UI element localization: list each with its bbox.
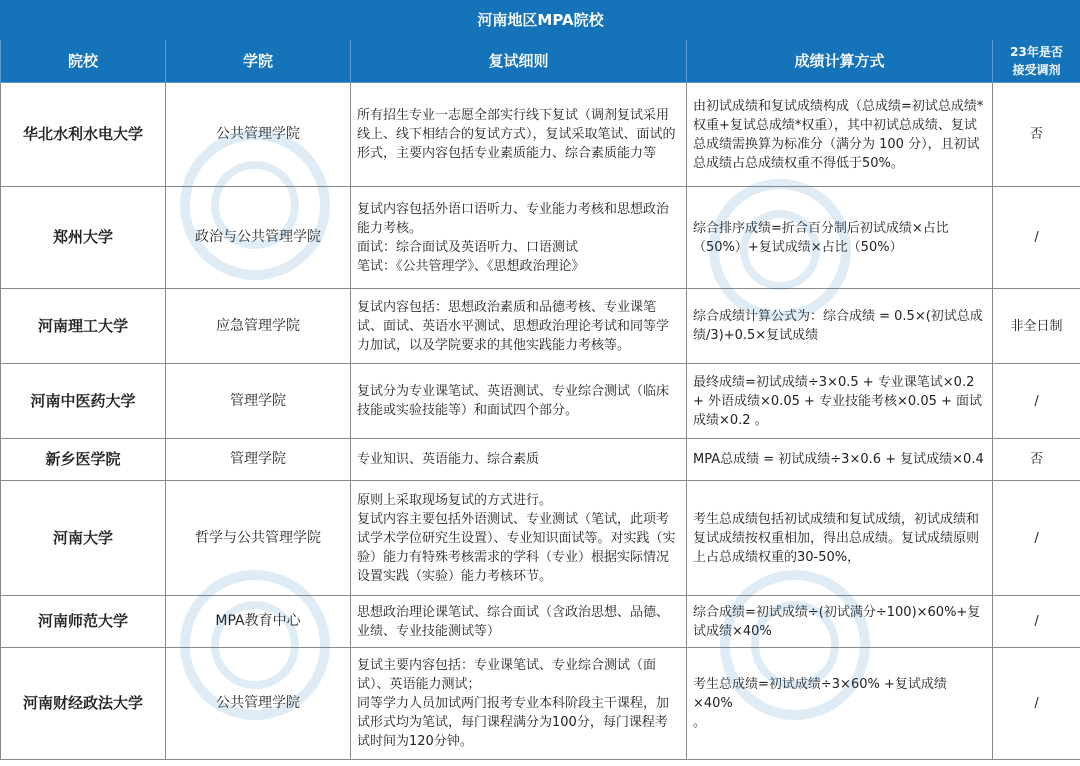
school-cell: 河南财经政法大学: [1, 648, 166, 760]
table-row: [1, 289, 1080, 364]
header-school: 院校: [1, 40, 166, 83]
detail-cell: 复试内容包括：思想政治素质和品德考核、专业课笔试、面试、英语水平测试、思想政治理论考试和同等学力加试，以及学院要求的其他实践能力考核等。: [351, 289, 687, 364]
detail-cell: 复试分为专业课笔试、英语测试、专业综合测试（临床技能或实验技能等）和面试四个部分。: [351, 364, 687, 439]
title-row: [1, 1, 1080, 40]
adjust-cell: /: [993, 596, 1080, 648]
adjust-cell: /: [993, 364, 1080, 439]
table-row: [1, 187, 1080, 289]
calc-cell: 最终成绩=初试成绩÷3×0.5 + 专业课笔试×0.2 + 外语成绩×0.05 + 专业技能考核×0.05 + 面试成绩×0.2 。: [687, 364, 993, 439]
college-cell: 公共管理学院: [166, 83, 351, 187]
table-row: [1, 83, 1080, 187]
calc-cell: 综合成绩计算公式为：综合成绩 = 0.5×(初试总成绩/3)+0.5×复试成绩: [687, 289, 993, 364]
school-cell: 华北水利水电大学: [1, 83, 166, 187]
school-cell: 河南理工大学: [1, 289, 166, 364]
table-row: [1, 439, 1080, 481]
college-cell: 哲学与公共管理学院: [166, 481, 351, 596]
detail-cell: 所有招生专业一志愿全部实行线下复试（调剂复试采用线上、线下相结合的复试方式），复试采取笔试、面试的形式，主要内容包括专业素质能力、综合素质能力等: [351, 83, 687, 187]
table-row: [1, 648, 1080, 760]
adjust-cell: /: [993, 648, 1080, 760]
college-cell: 公共管理学院: [166, 648, 351, 760]
header-adjust-line2: 接受调剂: [1012, 63, 1061, 77]
adjust-cell: 否: [993, 439, 1080, 481]
detail-cell: 复试主要内容包括：专业课笔试、专业综合测试（面试）、英语能力测试； 同等学力人员加试两门报考专业本科阶段主干课程，加试形式均为笔试，每门课程满分为100分，每门课程考试时间为120分钟。: [351, 648, 687, 760]
school-cell: 河南师范大学: [1, 596, 166, 648]
school-cell: 河南大学: [1, 481, 166, 596]
calc-cell: 由初试成绩和复试成绩构成（总成绩=初试总成绩*权重+复试总成绩*权重），其中初试总成绩、复试总成绩需换算为标准分（满分为 100 分），且初试总成绩占总成绩权重不得低于50%。: [687, 83, 993, 187]
table-row: [1, 481, 1080, 596]
header-adjust-line1: 23年是否: [1010, 45, 1063, 59]
header-row: [1, 40, 1080, 83]
calc-cell: 考生总成绩=初试成绩÷3×60% +复试成绩×40% 。: [687, 648, 993, 760]
calc-cell: MPA总成绩 = 初试成绩÷3×0.6 + 复试成绩×0.4: [687, 439, 993, 481]
school-cell: 河南中医药大学: [1, 364, 166, 439]
calc-cell: 综合排序成绩=折合百分制后初试成绩×占比（50%）+复试成绩×占比（50%）: [687, 187, 993, 289]
header-adjust: [993, 40, 1080, 83]
detail-cell: 复试内容包括外语口语听力、专业能力考核和思想政治能力考核。 面试：综合面试及英语听力、口语测试 笔试：《公共管理学》、《思想政治理论》: [351, 187, 687, 289]
college-cell: 应急管理学院: [166, 289, 351, 364]
header-calc: 成绩计算方式: [687, 40, 993, 83]
header-college: 学院: [166, 40, 351, 83]
adjust-cell: /: [993, 481, 1080, 596]
table-title: 河南地区MPA院校: [1, 1, 1080, 40]
college-cell: MPA教育中心: [166, 596, 351, 648]
adjust-cell: /: [993, 187, 1080, 289]
college-cell: 政治与公共管理学院: [166, 187, 351, 289]
college-cell: 管理学院: [166, 439, 351, 481]
calc-cell: 综合成绩=初试成绩÷(初试满分÷100)×60%+复试成绩×40%: [687, 596, 993, 648]
college-cell: 管理学院: [166, 364, 351, 439]
calc-cell: 考生总成绩包括初试成绩和复试成绩，初试成绩和复试成绩按权重相加，得出总成绩。复试成绩原则上占总成绩权重的30-50%，: [687, 481, 993, 596]
school-cell: 郑州大学: [1, 187, 166, 289]
table-row: [1, 364, 1080, 439]
school-cell: 新乡医学院: [1, 439, 166, 481]
detail-cell: 专业知识、英语能力、综合素质: [351, 439, 687, 481]
detail-cell: 思想政治理论课笔试、综合面试（含政治思想、品德、业绩、专业技能测试等）: [351, 596, 687, 648]
adjust-cell: 非全日制: [993, 289, 1080, 364]
header-detail: 复试细则: [351, 40, 687, 83]
adjust-cell: 否: [993, 83, 1080, 187]
detail-cell: 原则上采取现场复试的方式进行。 复试内容主要包括外语测试、专业测试（笔试，此项考试学术学位研究生设置）、专业知识面试等。对实践（实验）能力有特殊考核需求的学科（专业）根据实际情况设置实践（实验）能力考核环节。: [351, 481, 687, 596]
table-row: [1, 596, 1080, 648]
